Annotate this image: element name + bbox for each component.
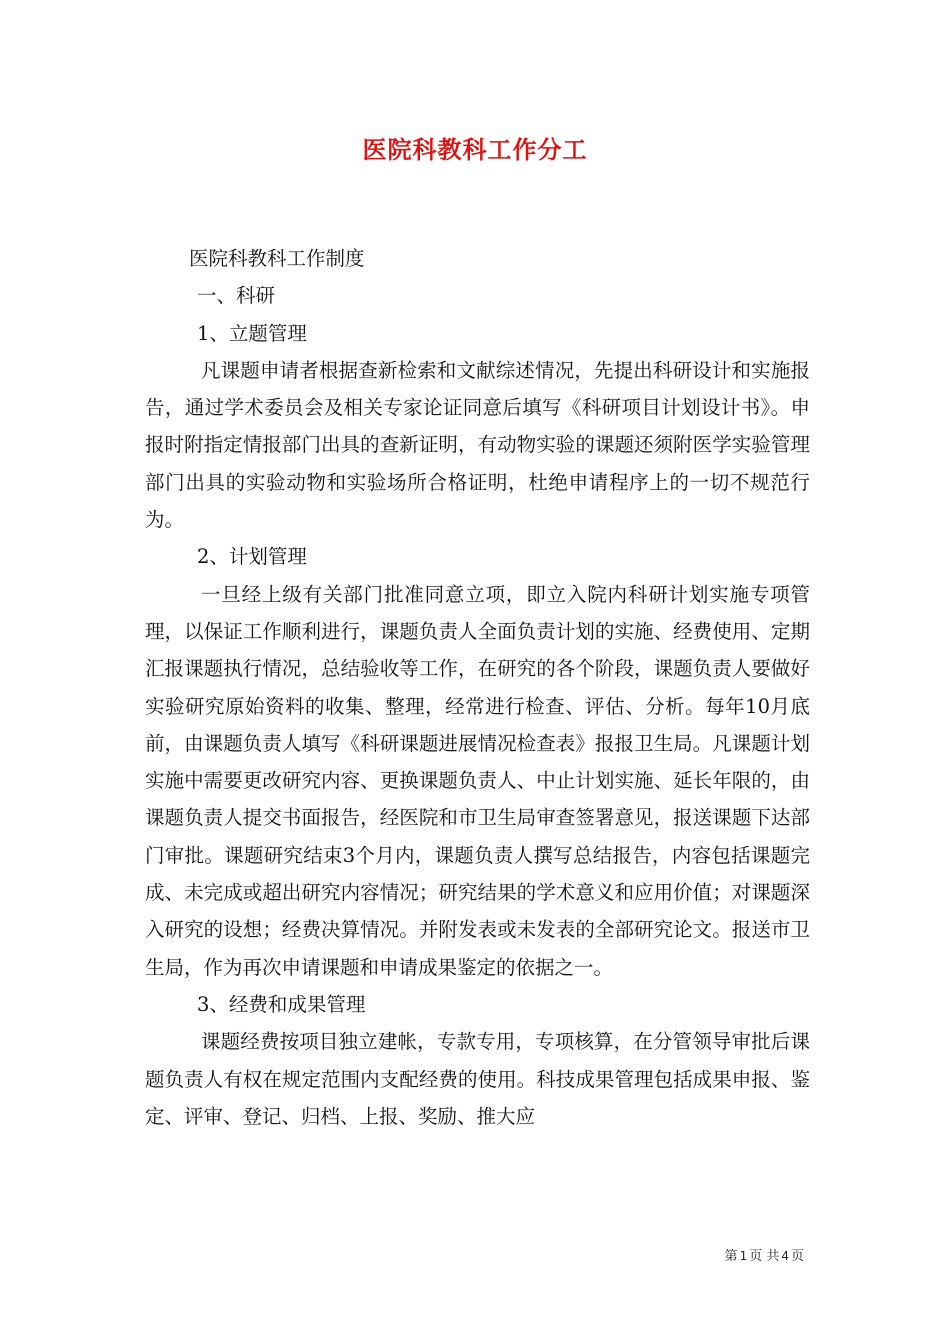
paragraph-plan-management: 一旦经上级有关部门批准同意立项，即立入院内科研计划实施专项管理，以保证工作顺利进行，课题负责人全面负责计划的实施、经费使用、定期汇报课题执行情况，总结验收等工作，在研究的各个阶段，课题负责人要做好实验研究原始资料的收集、整理，经常进行检查、评估、分析。每年10月底前，由课题负责人填写《科研课题进展情况检查表》报报卫生局。凡课题计划实施中需要更改研究内容、更换课题负责人、中止计划实施、延长年限的，由课题负责人提交书面报告，经医院和市卫生局审查签署意见，报送课题下达部门审批。课题研究结束3个月内，课题负责人撰写总结报告，内容包括课题完成、未完成或超出研究内容情况；研究结果的学术意义和应用价值；对课题深入研究的设想；经费决算情况。并附发表或未发表的全部研究论文。报送市卫生局，作为再次申请课题和申请成果鉴定的依据之一。 <box>145 582 810 979</box>
document-title: 医院科教科工作分工 <box>362 135 588 164</box>
document-subtitle: 医院科教科工作制度 <box>189 247 365 270</box>
footer-current-page: 1 <box>739 1249 748 1263</box>
footer-total-pages: 4 <box>781 1249 789 1263</box>
document-body <box>145 240 810 1135</box>
section-heading-research: 一、科研 <box>197 284 276 308</box>
section-heading-topic-management: 1、立题管理 <box>197 321 307 345</box>
section-heading-plan-management: 2、计划管理 <box>197 545 307 569</box>
footer-suffix: 页 <box>790 1249 804 1264</box>
paragraph-funding-management: 课题经费按项目独立建帐，专款专用，专项核算，在分管领导审批后课题负责人有权在规定范围内支配经费的使用。科技成果管理包括成果申报、鉴定、评审、登记、归档、上报、奖励、推大应 <box>145 1030 810 1128</box>
footer-prefix: 第 <box>724 1249 738 1264</box>
footer-middle: 页 共 <box>749 1249 780 1264</box>
section-heading-funding-management: 3、经费和成果管理 <box>197 992 366 1016</box>
page-footer <box>725 1247 804 1266</box>
paragraph-topic-management: 凡课题申请者根据查新检索和文献综述情况，先提出科研设计和实施报告，通过学术委员会及相关专家论证同意后填写《科研项目计划设计书》。申报时附指定情报部门出具的查新证明，有动物实验的课题还须附医学实验管理部门出具的实验动物和实验场所合格证明，杜绝申请程序上的一切不规范行为。 <box>145 358 810 532</box>
